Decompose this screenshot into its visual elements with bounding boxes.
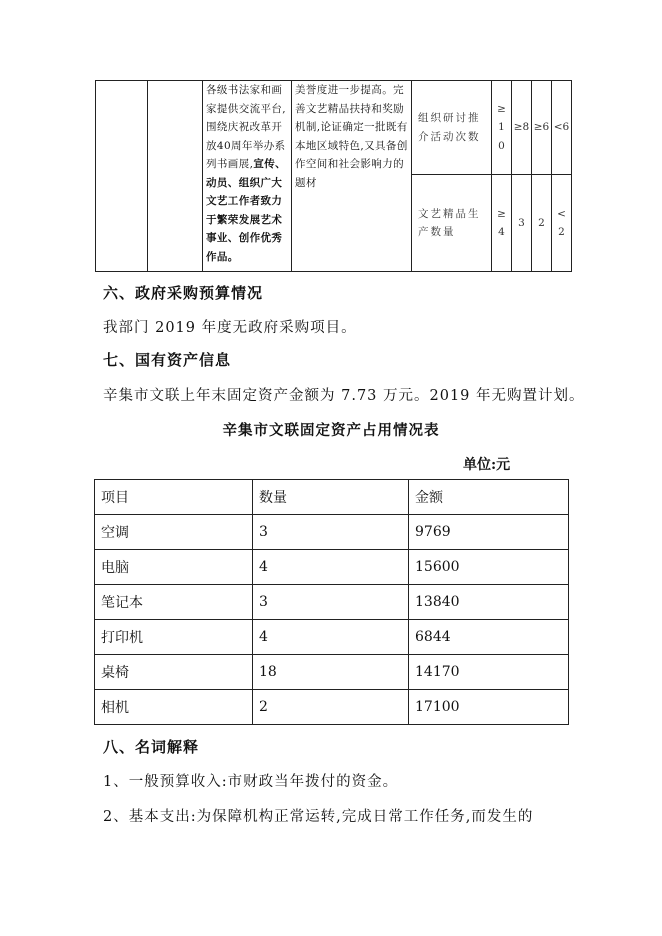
table-cell: 电脑 (95, 550, 253, 585)
table-cell: 4 (253, 620, 409, 655)
definition-item-1: 1、一般预算收入:市财政当年拨付的资金。 (103, 774, 399, 790)
indicator-value: 3 (512, 175, 532, 272)
empty-cell (148, 81, 203, 272)
table-cell: 3 (253, 585, 409, 620)
table-cell: 2 (253, 690, 409, 725)
table-cell: 桌椅 (95, 655, 253, 690)
indicator-value: 2 (532, 175, 552, 272)
header-cell: 项目 (95, 480, 253, 515)
section-text-7: 辛集市文联上年末固定资产金额为 7.73 万元。2019 年无购置计划。 (103, 388, 585, 404)
project-description: 各级书法家和画家提供交流平台,围绕庆祝改革开放40周年举办系列书画展,宣传、动员、组织广大文艺工作者致力于繁荣发展艺术事业、创作优秀作品。 (203, 81, 292, 272)
table-cell: 相机 (95, 690, 253, 725)
header-cell: 金额 (409, 480, 569, 515)
section-heading-7: 七、国有资产信息 (103, 351, 232, 369)
asset-table-title: 辛集市文联固定资产占用情况表 (222, 422, 440, 439)
indicator-value: ≥10 (492, 81, 512, 175)
indicator-value: ≥8 (512, 81, 532, 175)
table-row (95, 655, 569, 690)
header-cell: 数量 (253, 480, 409, 515)
definition-item-2: 2、基本支出:为保障机构正常运转,完成日常工作任务,而发生的 (103, 809, 534, 825)
table-cell: 3 (253, 515, 409, 550)
indicator-value: <2 (552, 175, 572, 272)
indicator-value: ≥4 (492, 175, 512, 272)
table-cell: 17100 (409, 690, 569, 725)
indicator-value: ≥6 (532, 81, 552, 175)
indicator-name: 文艺精品生产数量 (412, 175, 492, 272)
indicator-name: 组织研讨推介活动次数 (412, 81, 492, 175)
table-cell: 笔记本 (95, 585, 253, 620)
asset-table (94, 479, 569, 725)
section-heading-6: 六、政府采购预算情况 (103, 284, 264, 302)
table-cell: 6844 (409, 620, 569, 655)
empty-cell (96, 81, 148, 272)
table-cell: 13840 (409, 585, 569, 620)
asset-table-unit: 单位:元 (463, 457, 511, 473)
performance-goal-table (95, 80, 572, 272)
section-text-6: 我部门 2019 年度无政府采购项目。 (103, 320, 357, 336)
section-heading-8: 八、名词解释 (103, 738, 200, 756)
table-cell: 14170 (409, 655, 569, 690)
table-row (95, 690, 569, 725)
table-cell: 9769 (409, 515, 569, 550)
table-row (95, 620, 569, 655)
indicator-value: <6 (552, 81, 572, 175)
table-row (95, 585, 569, 620)
table-cell: 18 (253, 655, 409, 690)
goal-description: 美誉度进一步提高。完善文艺精品扶持和奖励机制,论证确定一批既有本地区域特色,又具备创作空间和社会影响力的题材 (292, 81, 412, 272)
table-cell: 空调 (95, 515, 253, 550)
table-cell: 4 (253, 550, 409, 585)
table-header-row (95, 480, 569, 515)
table-row (95, 550, 569, 585)
table-row (95, 515, 569, 550)
table-cell: 15600 (409, 550, 569, 585)
table-cell: 打印机 (95, 620, 253, 655)
